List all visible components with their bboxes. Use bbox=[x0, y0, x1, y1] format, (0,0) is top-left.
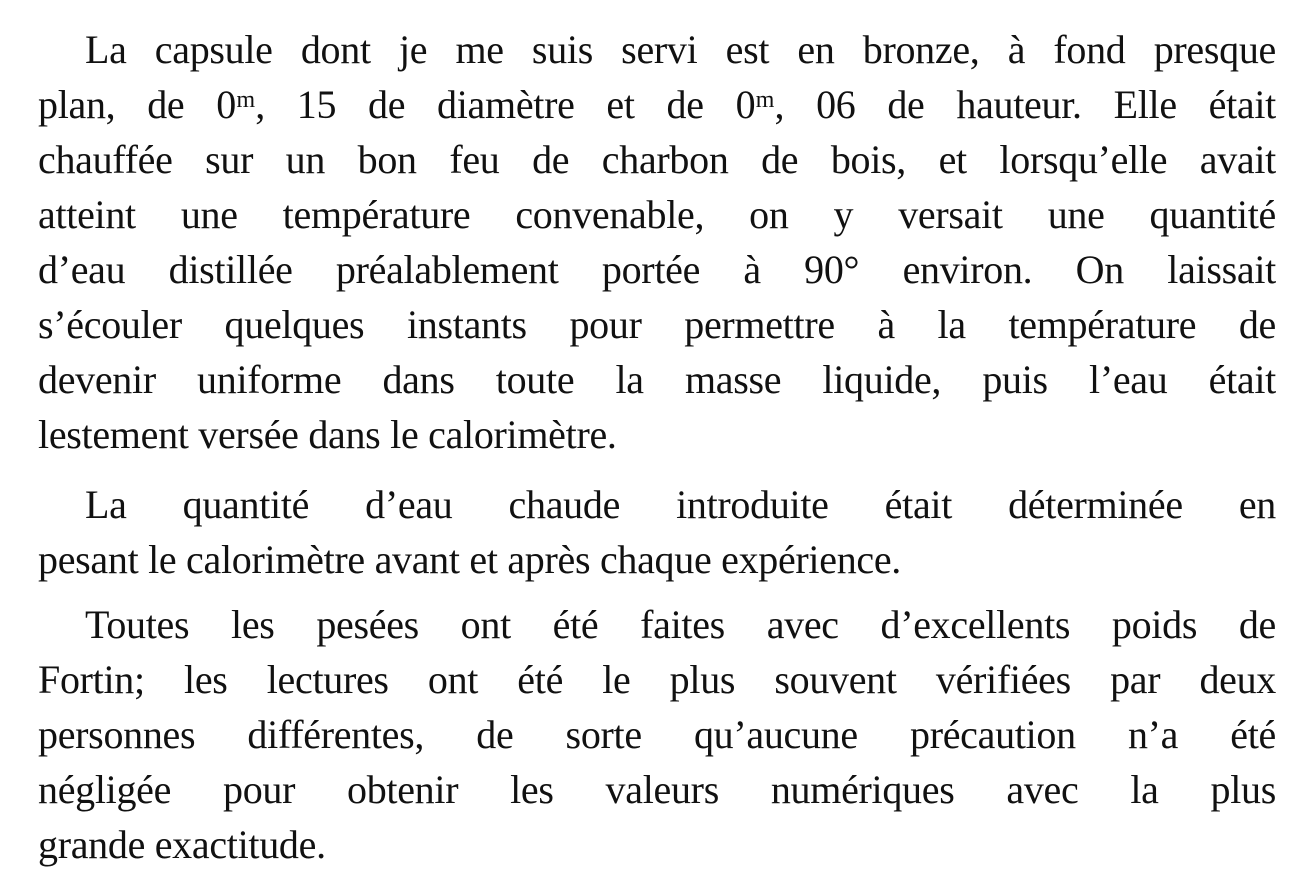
text-line: grande exactitude. bbox=[38, 822, 326, 867]
text-line: lestement versée dans le calorimètre. bbox=[38, 412, 617, 457]
text-line: plan, de 0ᵐ, 15 de diamètre et de 0ᵐ, 06 de hauteur. Elle était bbox=[38, 82, 1276, 127]
text-line: négligée pour obtenir les valeurs numériques avec la plus bbox=[38, 767, 1276, 812]
text-line: chauffée sur un bon feu de charbon de bois, et lorsqu’elle avait bbox=[38, 137, 1276, 182]
text-line: Toutes les pesées ont été faites avec d’excellents poids de bbox=[85, 602, 1276, 647]
text-line: Fortin; les lectures ont été le plus souvent vérifiées par deux bbox=[38, 657, 1276, 702]
text-line: devenir uniforme dans toute la masse liquide, puis l’eau était bbox=[38, 357, 1276, 402]
text-line: La quantité d’eau chaude introduite était déterminée en bbox=[85, 482, 1276, 527]
text-line: d’eau distillée préalablement portée à 90° environ. On laissait bbox=[38, 247, 1276, 292]
text-line: La capsule dont je me suis servi est en bronze, à fond presque bbox=[85, 27, 1276, 72]
text-line: pesant le calorimètre avant et après chaque expérience. bbox=[38, 537, 902, 582]
text-line: s’écouler quelques instants pour permettre à la température de bbox=[38, 302, 1276, 347]
text-line: personnes différentes, de sorte qu’aucune précaution n’a été bbox=[38, 712, 1276, 757]
text-line: atteint une température convenable, on y versait une quantité bbox=[38, 192, 1276, 237]
